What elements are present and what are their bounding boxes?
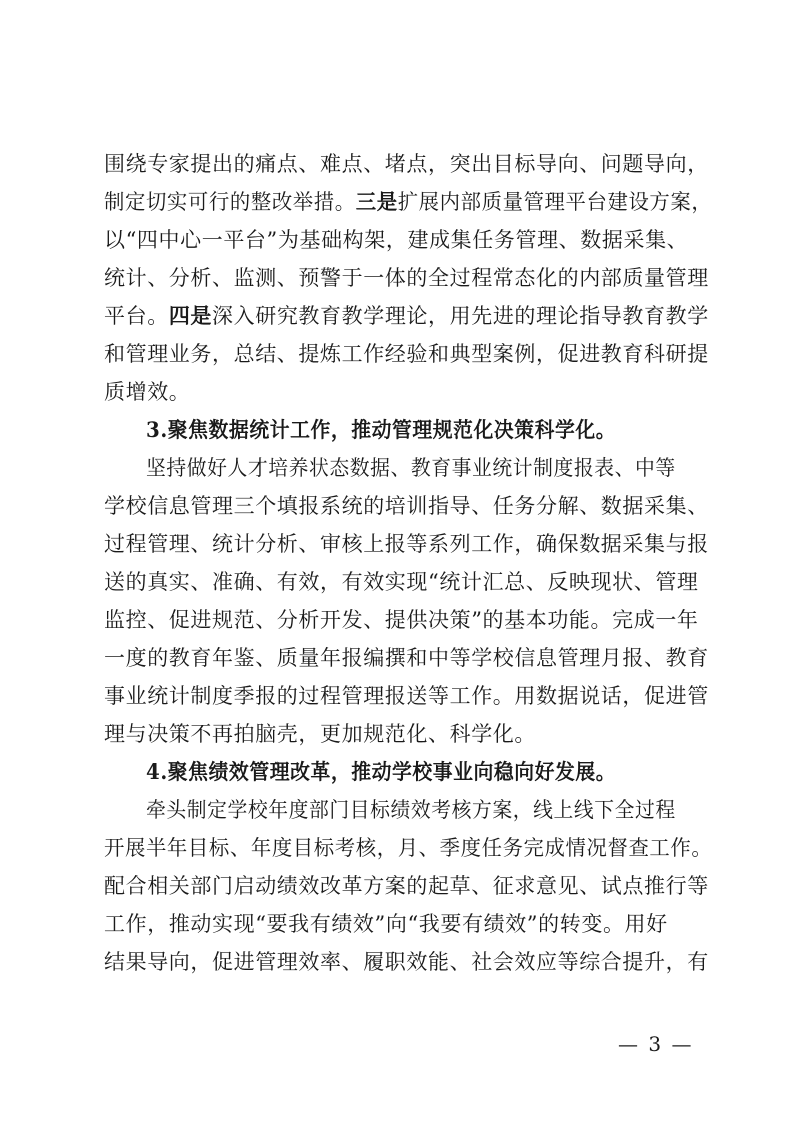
- text-line: 以“四中心一平台”为基础构架，建成集任务管理、数据采集、: [104, 228, 689, 252]
- text-line: 统计、分析、监测、预警于一体的全过程常态化的内部质量管理: [104, 266, 709, 290]
- text-run: 扩展内部质量管理平台建设方案，: [397, 190, 713, 214]
- text-line: 学校信息管理三个填报系统的培训指导、任务分解、数据采集、: [104, 494, 709, 518]
- text-line: 坚持做好人才培养状态数据、教育事业统计制度报表、中等: [146, 456, 676, 480]
- text-line: 理与决策不再拍脑壳，更加规范化、科学化。: [104, 722, 536, 746]
- text-line: 质增效。: [104, 380, 191, 404]
- text-run: 制定切实可行的整改举措。: [104, 190, 356, 214]
- section-heading-3: 3.聚焦数据统计工作，推动管理规范化决策科学化。: [146, 417, 617, 442]
- text-run: 平台。: [104, 304, 169, 328]
- text-line: 事业统计制度季报的过程管理报送等工作。用数据说话，促进管: [104, 684, 709, 708]
- text-run: 深入研究教育教学理论，用先进的理论指导教育教学: [212, 304, 709, 328]
- page-number: — 3 —: [618, 1032, 694, 1056]
- text-line: 过程管理、统计分析、审核上报等系列工作，确保数据采集与报: [104, 532, 709, 556]
- section-heading-4: 4.聚焦绩效管理改革，推动学校事业向稳向好发展。: [146, 759, 617, 784]
- text-line: 工作，推动实现“要我有绩效”向“我要有绩效”的转变。用好: [104, 912, 668, 936]
- text-line: [104, 298, 709, 334]
- text-line: 监控、促进规范、分析开发、提供决策”的基本功能。完成一年: [104, 608, 699, 632]
- text-line: 配合相关部门启动绩效改革方案的起草、征求意见、试点推行等: [104, 874, 709, 898]
- text-line: 一度的教育年鉴、质量年报编撰和中等学校信息管理月报、教育: [104, 646, 709, 670]
- text-line: 围绕专家提出的痛点、难点、堵点，突出目标导向、问题导向，: [104, 152, 709, 176]
- text-line: 结果导向，促进管理效率、履职效能、社会效应等综合提升，有: [104, 950, 709, 974]
- text-line: [104, 184, 713, 220]
- text-line: 和管理业务，总结、提炼工作经验和典型案例，促进教育科研提: [104, 342, 709, 366]
- emphasis-three: 三是: [355, 189, 398, 214]
- text-line: 牵头制定学校年度部门目标绩效考核方案，线上线下全过程: [146, 798, 676, 822]
- text-line: 送的真实、准确、有效，有效实现“统计汇总、反映现状、管理: [104, 570, 699, 594]
- emphasis-four: 四是: [168, 303, 213, 328]
- text-line: 开展半年目标、年度目标考核，月、季度任务完成情况督查工作。: [104, 836, 713, 860]
